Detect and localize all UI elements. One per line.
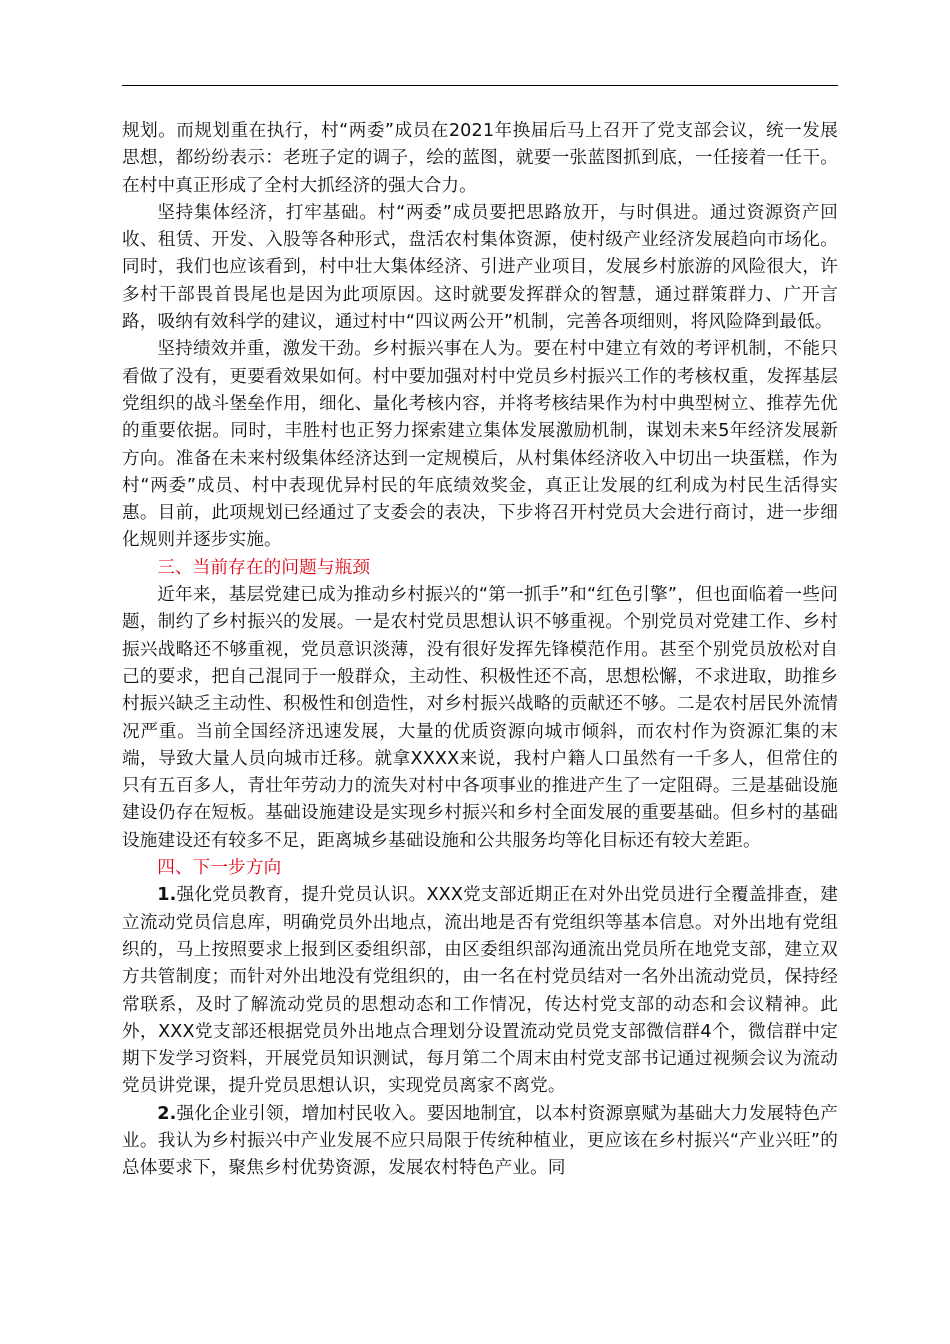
document-body	[122, 118, 838, 1183]
paragraph-performance: 坚持绩效并重，激发干劲。乡村振兴事在人为。要在村中建立有效的考评机制，不能只看做了没有，更要看效果如何。村中要加强对村中党员乡村振兴工作的考核权重，发挥基层党组织的战斗堡垒作用，细化、量化考核内容，并将考核结果作为村中典型树立、推荐先优的重要依据。同时，丰胜村也正努力探索建立集体发展激励机制，谋划未来5年经济发展新方向。准备在未来村级集体经济达到一定规模后，从村集体经济收入中切出一块蛋糕，作为村“两委”成员、村中表现优异村民的年底绩效奖金，真正让发展的红利成为村民生活得实惠。目前，此项规划已经通过了支委会的表决，下步将召开村党员大会进行商讨，进一步细化规则并逐步实施。	[122, 339, 838, 551]
paragraph-party-education	[122, 882, 838, 1100]
paragraph-continuation: 规划。而规划重在执行，村“两委”成员在2021年换届后马上召开了党支部会议，统一发展思想，都纷纷表示：老班子定的调子，绘的蓝图，就要一张蓝图抓到底，一任接着一任干。在村中真正形成了全村大抓经济的强大合力。	[122, 121, 838, 196]
paragraph-problems: 近年来，基层党建已成为推动乡村振兴的“第一抓手”和“红色引擎”，但也面临着一些问题，制约了乡村振兴的发展。一是农村党员思想认识不够重视。个别党员对党建工作、乡村振兴战略还不够重视，党员意识淡薄，没有很好发挥先锋模范作用。甚至个别党员放松对自己的要求，把自己混同于一般群众，主动性、积极性还不高，思想松懈，不求进取，助推乡村振兴缺乏主动性、积极性和创造性，对乡村振兴战略的贡献还不够。二是农村居民外流情况严重。当前全国经济迅速发展，大量的优质资源向城市倾斜，而农村作为资源汇集的末端，导致大量人员向城市迁移。就拿XXXX来说，我村户籍人口虽然有一千多人，但常住的只有五百多人，青壮年劳动力的流失对村中各项事业的推进产生了一定阻碍。三是基础设施建设仍存在短板。基础设施建设是实现乡村振兴和乡村全面发展的重要基础。但乡村的基础设施建设还有较多不足，距离城乡基础设施和公共服务均等化目标还有较大差距。	[122, 585, 838, 851]
paragraph-collective-economy: 坚持集体经济，打牢基础。村“两委”成员要把思路放开，与时俱进。通过资源资产回收、租赁、开发、入股等各种形式，盘活农村集体资源，使村级产业经济发展趋向市场化。同时，我们也应该看到，村中壮大集体经济、引进产业项目，发展乡村旅游的风险很大，许多村干部畏首畏尾也是因为此项原因。这时就要发挥群众的智慧，通过群策群力、广开言路，吸纳有效科学的建议，通过村中“四议两公开”机制，完善各项细则，将风险降到最低。	[122, 202, 838, 333]
header-rule	[122, 85, 838, 86]
paragraph-enterprise-leading	[122, 1101, 838, 1183]
section-heading-next-steps: 四、下一步方向	[157, 858, 282, 879]
item-number: 2.	[157, 1103, 177, 1124]
item-text: 强化企业引领，增加村民收入。要因地制宜，以本村资源禀赋为基础大力发展特色产业。我认为乡村振兴中产业发展不应只局限于传统种植业，更应该在乡村振兴“产业兴旺”的总体要求下，聚焦乡村优势资源，发展农村特色产业。同	[122, 1103, 838, 1179]
section-heading-problems: 三、当前存在的问题与瓶颈	[157, 557, 371, 578]
item-text: 强化党员教育，提升党员认识。XXX党支部近期正在对外出党员进行全覆盖排查，建立流动党员信息库，明确党员外出地点，流出地是否有党组织等基本信息。对外出地有党组织的，马上按照要求上报到区委组织部，由区委组织部沟通流出党员所在地党支部，建立双方共管制度；而针对外出地没有党组织的，由一名在村党员结对一名外出流动党员，保持经常联系，及时了解流动党员的思想动态和工作情况，传达村党支部的动态和会议精神。此外，XXX党支部还根据党员外出地点合理划分设置流动党员党支部微信群4个，微信群中定期下发学习资料，开展党员知识测试，每月第二个周末由村党支部书记通过视频会议为流动党员讲党课，提升党员思想认识，实现党员离家不离党。	[122, 885, 838, 1097]
item-number: 1.	[157, 885, 177, 906]
